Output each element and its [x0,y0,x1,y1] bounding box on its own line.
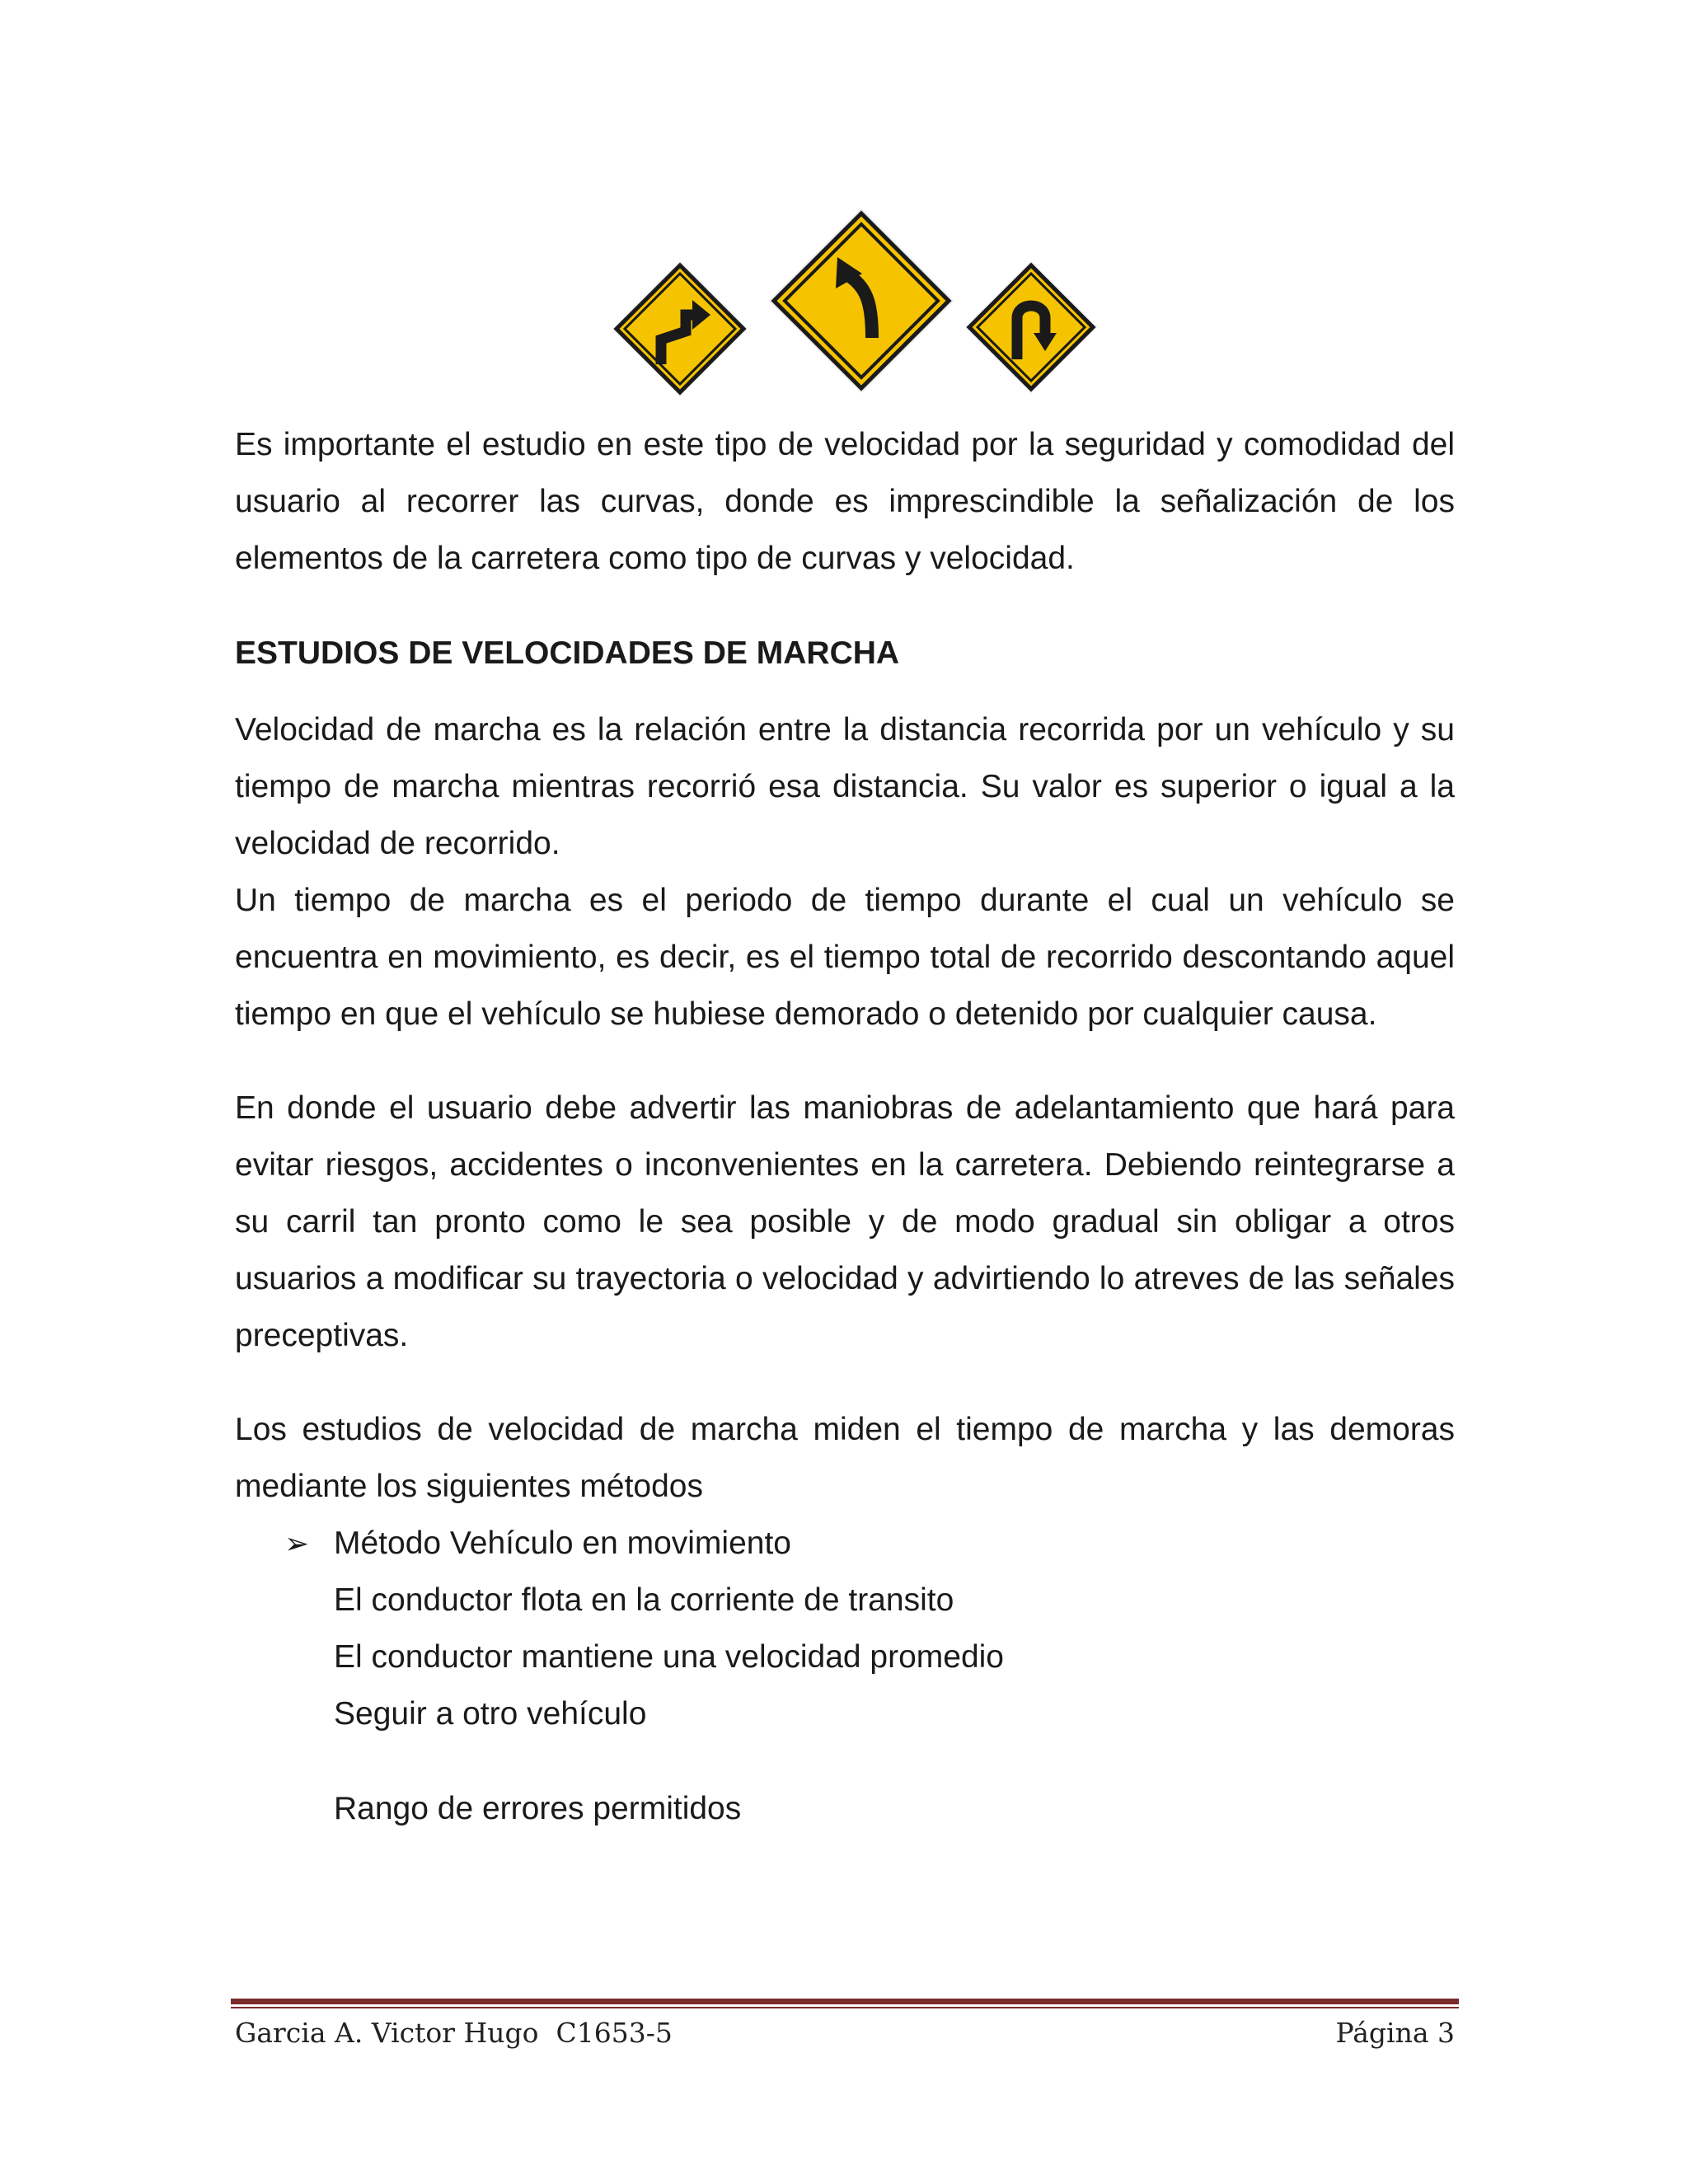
sub-item: El conductor flota en la corriente de transito [334,1582,954,1618]
document-body [235,416,1455,1837]
sub-item: El conductor mantiene una velocidad promedio [334,1639,1005,1675]
double-curve-sign-icon [610,259,750,399]
section-title: ESTUDIOS DE VELOCIDADES DE MARCHA [235,635,900,671]
paragraph-velocidad-marcha: Velocidad de marcha es la relación entre la distancia recorrida por un vehículo y su tiempo de marcha mientras recorrió esa distancia. Su valor es superior o igual a la velocidad de recorrido. [235,712,1455,861]
curve-left-sign-icon [767,206,956,396]
road-signs-illustration [610,206,1104,404]
intro-paragraph: Es importante el estudio en este tipo de velocidad por la seguridad y comodidad del usuario al recorrer las curvas, donde es imprescindible la señalización de los elementos de la carretera como tipo de curvas y velocidad. [235,427,1455,576]
bullet-label: Método Vehículo en movimiento [334,1526,791,1561]
footer-page-number: Página 3 [1335,2017,1455,2049]
sub-item-trailing: Rango de errores permitidos [334,1791,742,1826]
footer-author: Garcia A. Victor Hugo C1653-5 [235,2017,673,2049]
footer-rule [231,1999,1459,2008]
page-footer [235,2013,1455,2054]
paragraph-metodos: Los estudios de velocidad de marcha miden el tiempo de marcha y las demoras mediante los siguientes métodos [235,1412,1455,1504]
bullet-item [284,1515,1455,1572]
arrow-bullet-icon: ➢ [284,1526,310,1560]
bullet-sub-items [334,1572,1455,1837]
u-turn-sign-icon [963,259,1100,396]
paragraph-tiempo-marcha: Un tiempo de marcha es el periodo de tiempo durante el cual un vehículo se encuentra en movimiento, es decir, es el tiempo total de recorrido descontando aquel tiempo en que el vehículo se hubiese demorado o detenido por cualquier causa. [235,883,1455,1032]
paragraph-maniobras: En donde el usuario debe advertir las maniobras de adelantamiento que hará para evitar riesgos, accidentes o inconvenientes en la carretera. Debiendo reintegrarse a su carril tan pronto como le sea posible y de modo gradual sin obligar a otros usuarios a modificar su trayectoria o velocidad y advirtiendo lo atreves de las señales preceptivas. [235,1090,1455,1353]
sub-item: Seguir a otro vehículo [334,1696,647,1732]
